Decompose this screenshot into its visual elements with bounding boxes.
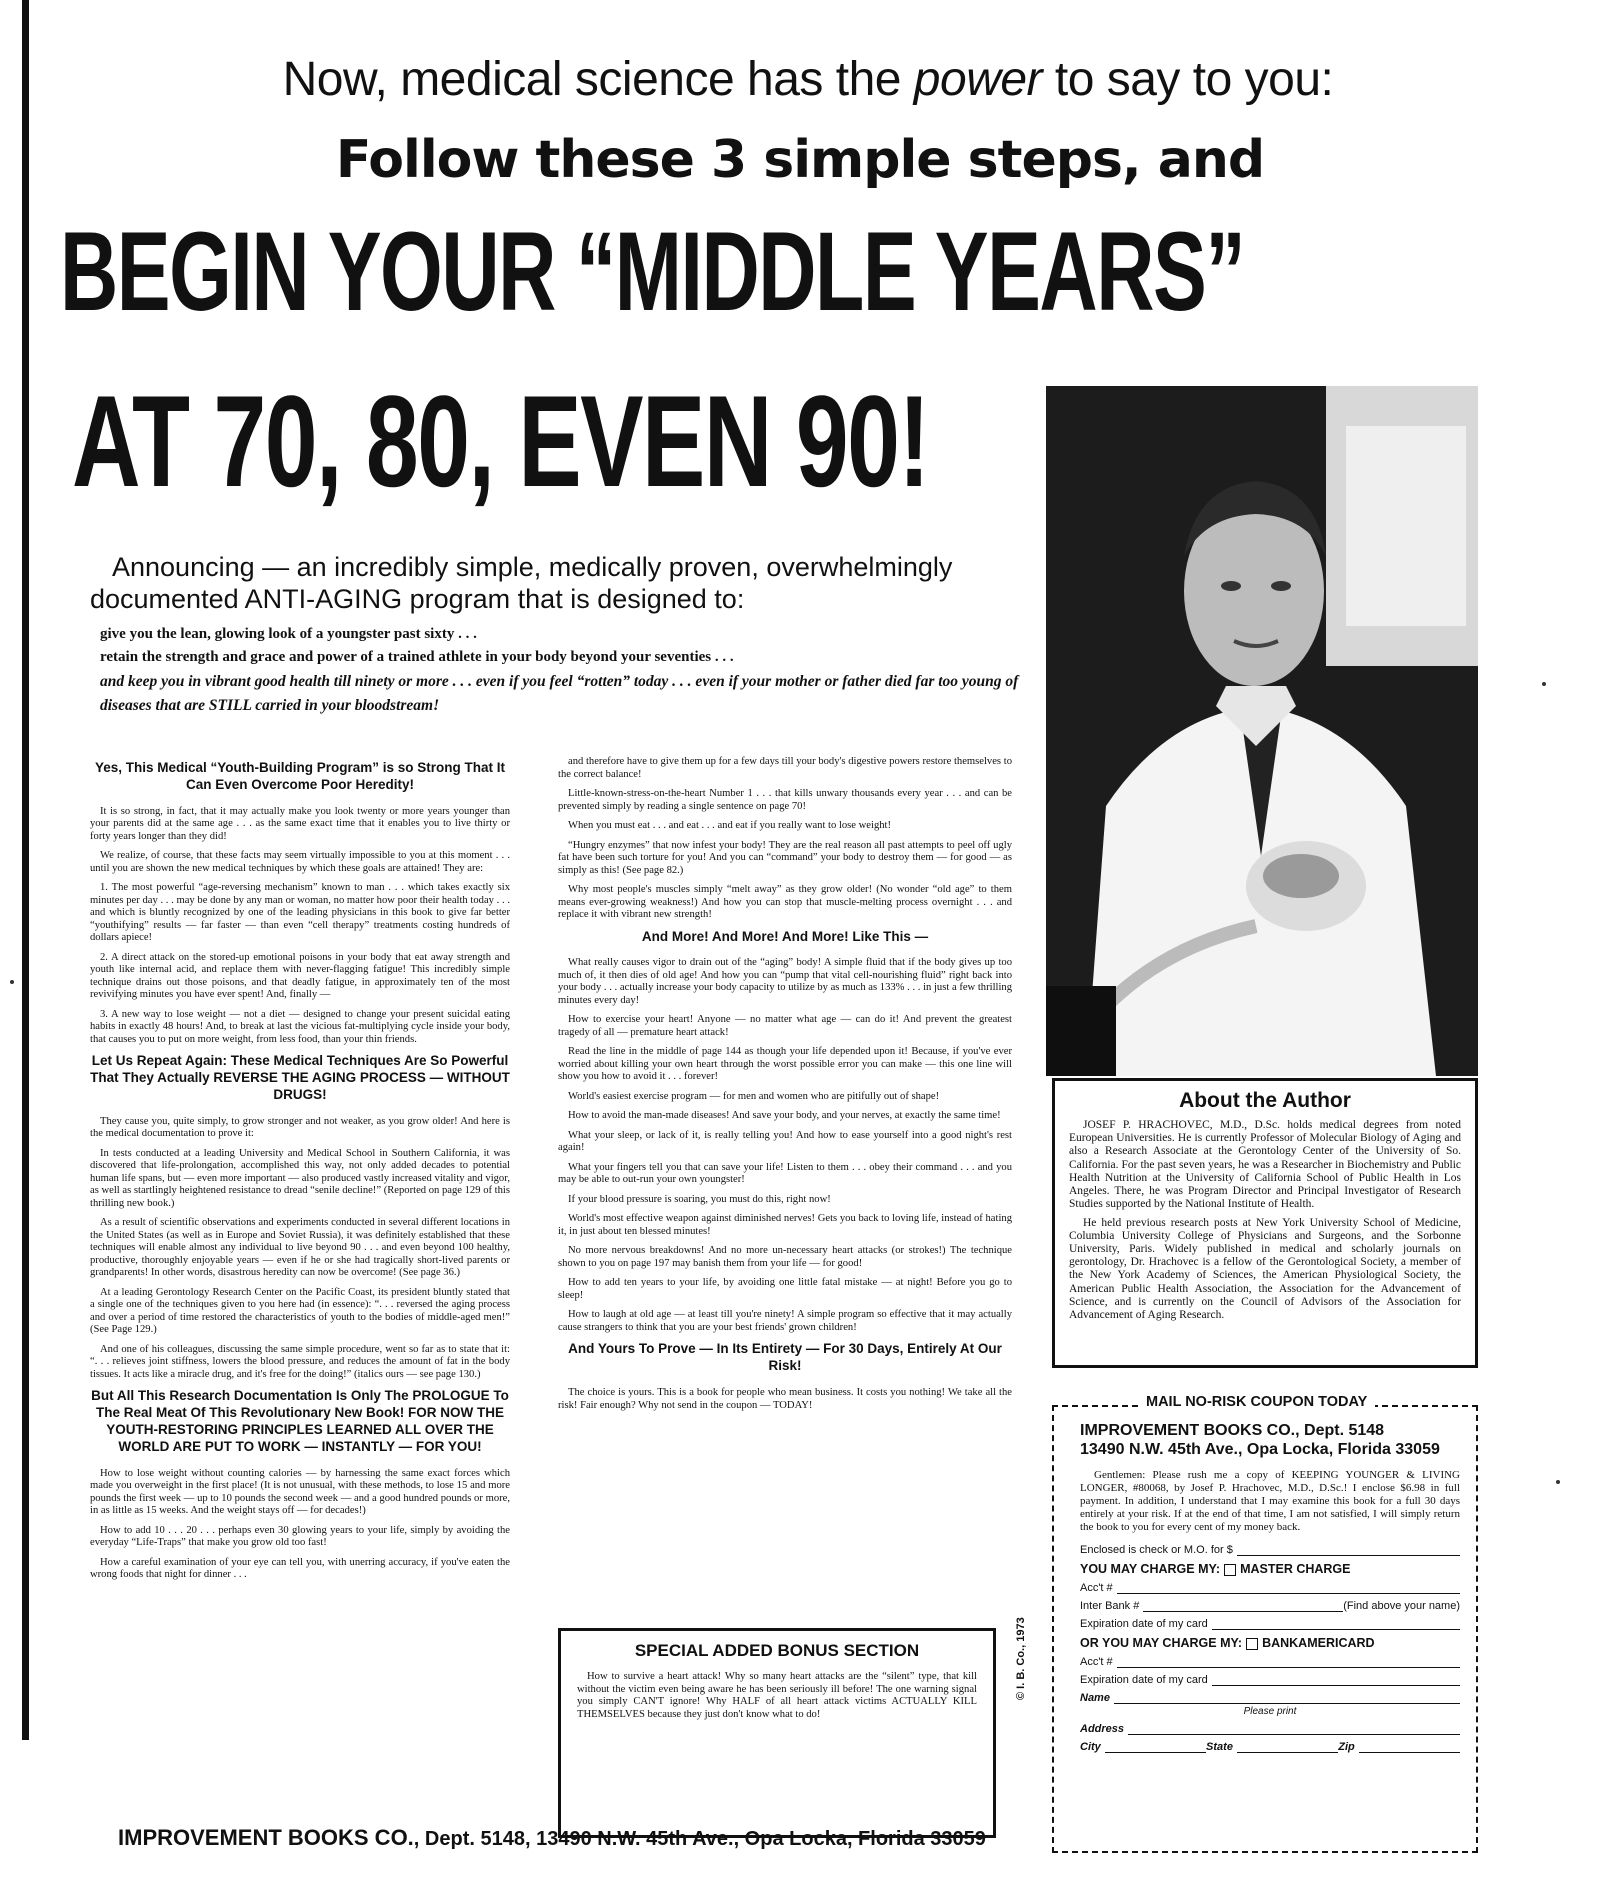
coupon-city-row	[1080, 1741, 1460, 1753]
body-paragraph: World's easiest exercise program — for men and women who are pitifully out of shape!	[568, 1090, 940, 1102]
body-column-middle	[558, 756, 1012, 1419]
announcement-text: Announcing — an incredibly simple, medically proven, overwhelmingly documented ANTI-AGING program that is designed to:	[90, 552, 953, 614]
coupon-expiration-label-2: Expiration date of my card	[1080, 1674, 1208, 1687]
author-photo	[1046, 386, 1478, 1076]
body-paragraph: In tests conducted at a leading University and Medical School in Southern California, it was discovered that life-prolongation, accomplished this way, not only added decades to potential human life spans, but — even more important — also produced vastly increased vitality and vigor, as well as startlingly heightened resistance to dread “senile decline!” (Reported on page 129 of this thrilling new book.)	[90, 1147, 510, 1209]
coupon-amount-field[interactable]	[1237, 1545, 1460, 1556]
coupon-name-row	[1080, 1692, 1460, 1704]
master-charge-label: MASTER CHARGE	[1240, 1562, 1351, 1577]
coupon-city-field[interactable]	[1105, 1742, 1206, 1753]
bonus-section-text: How to survive a heart attack! Why so many heart attacks are the “silent” type, that kill without the victim even being aware he has been seriously ill before! The one warning signal you simply CAN'T ignore! Why HALF of all heart attack victims ACTUALLY KILL THEMSELVES because they just don't know what to do!	[577, 1671, 977, 1720]
coupon-address-field[interactable]	[1128, 1724, 1460, 1735]
body-paragraph: No more nervous breakdowns! And no more un-necessary heart attacks (or strokes!) The technique shown to you on page 197 may banish them from your life — for good!	[558, 1245, 1012, 1269]
headline-intro-emphasis: power	[913, 53, 1043, 106]
about-author-title: About the Author	[1179, 1089, 1351, 1112]
coupon-zip-label: Zip	[1338, 1741, 1355, 1754]
body-paragraph: Little-known-stress-on-the-heart Number 1 . . . that kills unwary thousands every year . . . and can be prevented simply by reading a single sentence on page 70!	[558, 788, 1012, 812]
intro-bullets	[100, 623, 1020, 718]
body-paragraph: We realize, of course, that these facts may seem virtually impossible to you at this moment . . . until you are shown the new medical techniques by which these goals are attained! They are:	[90, 850, 510, 874]
section-heading: And More! And More! And More! Like This —	[641, 928, 929, 944]
headline-intro-pre: Now, medical science has the	[282, 53, 914, 106]
body-column-left	[90, 756, 510, 1589]
body-paragraph: As a result of scientific observations and experiments conducted in several different locations in the United States (as well as in Europe and Soviet Russia), it was definitely established that these techniques will enable almost any individual to live beyond 90 . . . and even beyond 100 healthy, productive, thoroughly enjoyable years — even if he or she had tragically short-lived parents or grandparents! In other words, disastrous heredity can now be overcome! (See page 36.)	[90, 1217, 510, 1279]
body-paragraph: They cause you, quite simply, to grow stronger and not weaker, as you grow older! And here is the medical documentation to prove it:	[90, 1115, 510, 1140]
footer-company: IMPROVEMENT BOOKS CO.	[118, 1825, 414, 1850]
coupon-name-field[interactable]	[1114, 1693, 1460, 1704]
coupon-state-field[interactable]	[1237, 1742, 1338, 1753]
author-photo-illustration	[1046, 386, 1478, 1076]
body-paragraph: What your sleep, or lack of it, is really telling you! And how to ease yourself into a good night's rest again!	[558, 1129, 1012, 1154]
coupon-company-name: IMPROVEMENT BOOKS CO., Dept. 5148	[1080, 1422, 1385, 1439]
body-paragraph: How to avoid the man-made diseases! And save your body, and your nerves, at exactly the same time!	[568, 1110, 1001, 1122]
headline-subtitle: Follow these 3 simple steps, and	[335, 130, 1265, 190]
coupon-expiration-row-2	[1080, 1674, 1460, 1686]
body-paragraph: Why most people's muscles simply “melt away” as they grow older! (No wonder “old age” to them means ever-growing weakness!) And how you can stop that muscle-melting process overnight . . . and replace it with vibrant new strength!	[558, 884, 1012, 920]
coupon-charge-row	[1080, 1562, 1460, 1576]
footer-address	[118, 1825, 1018, 1851]
coupon-charge-label: YOU MAY CHARGE MY:	[1080, 1562, 1221, 1577]
coupon-address-row	[1080, 1723, 1460, 1735]
coupon-enclosed-label: Enclosed is check or M.O. for $	[1080, 1544, 1233, 1557]
intro-bullet: retain the strength and grace and power of a trained athlete in your body beyond your seventies . . .	[100, 649, 734, 666]
coupon-company	[1080, 1421, 1460, 1459]
body-paragraph: How to laugh at old age — at least till you're ninety! A simple program so effective that it may actually cause strangers to think that you are your best friends' grown children!	[558, 1309, 1012, 1333]
coupon-charge-row-2	[1080, 1636, 1460, 1650]
coupon-interbank-field[interactable]	[1143, 1601, 1343, 1612]
headline-intro	[218, 52, 1398, 107]
coupon-interbank-note: (Find above your name)	[1343, 1600, 1460, 1613]
body-paragraph: The choice is yours. This is a book for people who mean business. It costs you nothing! We take all the risk! Fair enough? Why not send in the coupon — TODAY!	[558, 1387, 1012, 1411]
section-heading: But All This Research Documentation Is Only The PROLOGUE To The Real Meat Of This Revolutionary New Book! FOR NOW THE YOUTH-RESTORING PRINCIPLES LEARNED ALL OVER THE WORLD ARE PUT TO WORK — INSTANTLY — FOR YOU!	[91, 1388, 509, 1454]
coupon-interbank-row	[1080, 1600, 1460, 1612]
coupon-order-text: Gentlemen: Please rush me a copy of KEEPING YOUNGER & LIVING LONGER, #80068, by Josef P. Hrachovec, M.D., D.Sc.! I enclose $6.98 in full payment. In addition, I understand that I may examine this book for a full 30 days entirely at your risk. If at the end of that time, I am not satisfied, I will simply return the book to you for every cent of my money back.	[1080, 1469, 1460, 1534]
coupon-please-print: Please print	[1243, 1706, 1297, 1718]
body-paragraph: 1. The most powerful “age-reversing mechanism” known to man . . . which takes exactly six minutes per day . . . may be done by any man or woman, no matter how poor their health today . . . and which is bluntly recognized by one of the leading physicians in this book to give far better “youthifying” results — far faster — than even “cell therapy” treatments costing hundreds of dollars apiece!	[90, 882, 510, 944]
coupon-account-label: Acc't #	[1080, 1582, 1113, 1595]
body-paragraph: 3. A new way to lose weight — not a diet — designed to change your present suicidal eating habits in exactly 48 hours! And, to break at last the vicious fat-multiplying cycle inside your body, that causes you to put on more weight, from less food, than your thin friends.	[90, 1008, 510, 1045]
coupon-account-field[interactable]	[1117, 1583, 1460, 1594]
body-paragraph: and therefore have to give them up for a few days till your body's digestive powers restore themselves to the correct balance!	[558, 756, 1012, 780]
body-paragraph: World's most effective weapon against diminished nerves! Gets you back to loving life, instead of hating it, in just about ten blessed minutes!	[558, 1213, 1012, 1237]
section-heading: Yes, This Medical “Youth-Building Program” is so Strong That It Can Even Overcome Poor Heredity!	[94, 760, 506, 792]
body-paragraph: And one of his colleagues, discussing the same simple procedure, went so far as to state that it: “. . . relieves joint stiffness, lowers the blood pressure, and reduces the amount of fat in the body tissues. It acts like a miracle drug, and it's free for the doing!” (italics ours — see page 130.)	[90, 1343, 510, 1380]
bankamericard-label: BANKAMERICARD	[1262, 1636, 1375, 1651]
coupon-state-label: State	[1206, 1741, 1233, 1754]
body-paragraph: How a careful examination of your eye can tell you, with unerring accuracy, if you've eaten the wrong foods that night for dinner . . .	[90, 1556, 510, 1581]
print-speck	[1542, 682, 1546, 686]
copyright-notice: © I. B. Co., 1973	[1015, 1617, 1027, 1700]
body-paragraph: How to lose weight without counting calories — by harnessing the same exact forces which made you overweight in the first place! (It is not unusual, with these methods, to lose 15 and more pounds the first week — up to 10 pounds the second week — and a good hundred pounds or more, in as little as 15 weeks. And the weight stays off — for decades!)	[90, 1467, 510, 1517]
coupon-expiration-label: Expiration date of my card	[1080, 1618, 1208, 1631]
coupon-account-label-2: Acc't #	[1080, 1656, 1113, 1669]
body-paragraph: It is so strong, in fact, that it may actually make you look twenty or more years younger than your parents did at the same age . . . as the same exact time that it enables you to live thirty or forty years longer than they did!	[90, 805, 510, 842]
print-speck	[1556, 1480, 1560, 1484]
master-charge-checkbox[interactable]	[1224, 1564, 1236, 1576]
headline-main-line2: AT 70, 80, EVEN 90!	[72, 368, 929, 514]
coupon-address-label: Address	[1080, 1723, 1125, 1736]
body-paragraph: How to add 10 . . . 20 . . . perhaps even 30 glowing years to your life, simply by avoiding the everyday “Life-Traps” that make you grow old too fast!	[90, 1524, 510, 1549]
body-paragraph: What really causes vigor to drain out of the “aging” body! A simple fluid that if the body gives up too much of, it then dies of old age! And how you can “pump that vital cell-nourishing fluid” right back into your body . . . actually increase your body capacity to utilize by as much as 133% . . . in just a few thrilling minutes every day!	[558, 957, 1012, 1006]
about-author-paragraph: He held previous research posts at New York University School of Medicine, Columbia University College of Physicians and Surgeons, and the Sorbonne University, Paris. Widely published in medical and scholarly journals on gerontology, Dr. Hrachovec is a fellow of the Gerontological Society, a member of the New York Academy of Sciences, the American Physiological Society, the American Public Health Association, the Association for the Advancement of Science, and is currently on the Council of Advisors of the Association for Advancement of Aging Research.	[1069, 1216, 1461, 1322]
coupon-expiration-field[interactable]	[1212, 1619, 1460, 1630]
body-paragraph: What your fingers tell you that can save your life! Listen to them . . . obey their command . . . and you may be able to out-run your own youngster!	[558, 1161, 1012, 1186]
intro-bullet: and keep you in vibrant good health till ninety or more . . . even if you feel “rotten” today . . . even if your mother or father died far too young of diseases that are STILL carried in your bloodstream!	[100, 672, 1019, 714]
coupon-title: MAIL NO-RISK COUPON TODAY	[1138, 1394, 1375, 1410]
coupon-charge-label-2: OR YOU MAY CHARGE MY:	[1080, 1636, 1243, 1651]
coupon-account-row-2	[1080, 1656, 1460, 1668]
bankamericard-checkbox[interactable]	[1246, 1638, 1258, 1650]
coupon-enclosed-row	[1080, 1544, 1460, 1556]
body-paragraph: “Hungry enzymes” that now infest your body! They are the real reason all past attempts to peel off ugly fat have been such torture for you! And you can “command” your body to destroy them — for good — as simply as this! (See page 82.)	[558, 839, 1012, 876]
body-paragraph: At a leading Gerontology Research Center on the Pacific Coast, its president bluntly stated that a single one of the techniques given to you here had (in essence): “. . . reversed the aging process and over a period of time restored the characteristics of youth to the bodies of middle-aged men!” (See Page 129.)	[90, 1286, 510, 1336]
print-speck	[10, 980, 14, 984]
coupon-expiration-field-2[interactable]	[1212, 1675, 1460, 1686]
coupon-account-field-2[interactable]	[1117, 1657, 1460, 1668]
body-paragraph: Read the line in the middle of page 144 as though your life depended upon it! Because, if you've ever worried about killing your own heart through the worst possible error you can make — this one line will show you how to avoid it . . . forever!	[558, 1046, 1012, 1083]
body-paragraph: How to exercise your heart! Anyone — no matter what age — can do it! And prevent the greatest tragedy of all — premature heart attack!	[558, 1014, 1012, 1038]
intro-bullet: give you the lean, glowing look of a youngster past sixty . . .	[100, 626, 477, 642]
coupon-account-row	[1080, 1582, 1460, 1594]
body-paragraph: 2. A direct attack on the stored-up emotional poisons in your body that eat away strength and youth like internal acid, and replace them with never-flagging fatigue! This incredibly simple technique drains out those poisons, and that deadly fatigue, in approximately ten of the most revivifying minutes you have ever spent! And, finally —	[90, 951, 510, 1001]
about-author-box	[1052, 1078, 1478, 1368]
order-coupon[interactable]	[1052, 1405, 1478, 1853]
coupon-city-label: City	[1080, 1741, 1101, 1754]
body-paragraph: If your blood pressure is soaring, you must do this, right now!	[568, 1193, 831, 1205]
coupon-name-label: Name	[1080, 1692, 1110, 1705]
section-heading: And Yours To Prove — In Its Entirety — For 30 Days, Entirely At Our Risk!	[568, 1341, 1002, 1374]
body-paragraph: How to add ten years to your life, by avoiding one little fatal mistake — at night! Before you go to sleep!	[558, 1277, 1012, 1301]
coupon-interbank-label: Inter Bank #	[1080, 1600, 1140, 1613]
left-border-rule	[22, 0, 29, 1740]
bonus-section-title: SPECIAL ADDED BONUS SECTION	[634, 1641, 920, 1660]
bonus-section-box	[558, 1628, 996, 1838]
about-author-paragraph: JOSEF P. HRACHOVEC, M.D., D.Sc. holds medical degrees from noted European Universities. He is currently Professor of Molecular Biology of Aging and also a Research Associate at the Gerontology Center of the University of So. California. For the past seven years, he was a Researcher in Biochemistry and Public Health Nutrition at the University of California School of Public Health in Los Angeles. There, he was Program Director and Principal Investigator of Research Studies supported by the National Institute of Health.	[1069, 1119, 1461, 1211]
section-heading: Let Us Repeat Again: These Medical Techniques Are So Powerful That They Actually REVERSE THE AGING PROCESS — WITHOUT DRUGS!	[90, 1053, 510, 1102]
coupon-company-address: 13490 N.W. 45th Ave., Opa Locka, Florida 33059	[1080, 1441, 1440, 1459]
headline-main-line1: BEGIN YOUR “MIDDLE YEARS”	[60, 209, 1245, 334]
body-paragraph: When you must eat . . . and eat . . . and eat if you really want to lose weight!	[568, 820, 892, 831]
footer-address-text: , Dept. 5148, 13490 N.W. 45th Ave., Opa Locka, Florida 33059	[413, 1828, 986, 1850]
coupon-expiration-row	[1080, 1618, 1460, 1630]
coupon-zip-field[interactable]	[1359, 1742, 1460, 1753]
headline-intro-post: to say to you:	[1042, 53, 1334, 106]
